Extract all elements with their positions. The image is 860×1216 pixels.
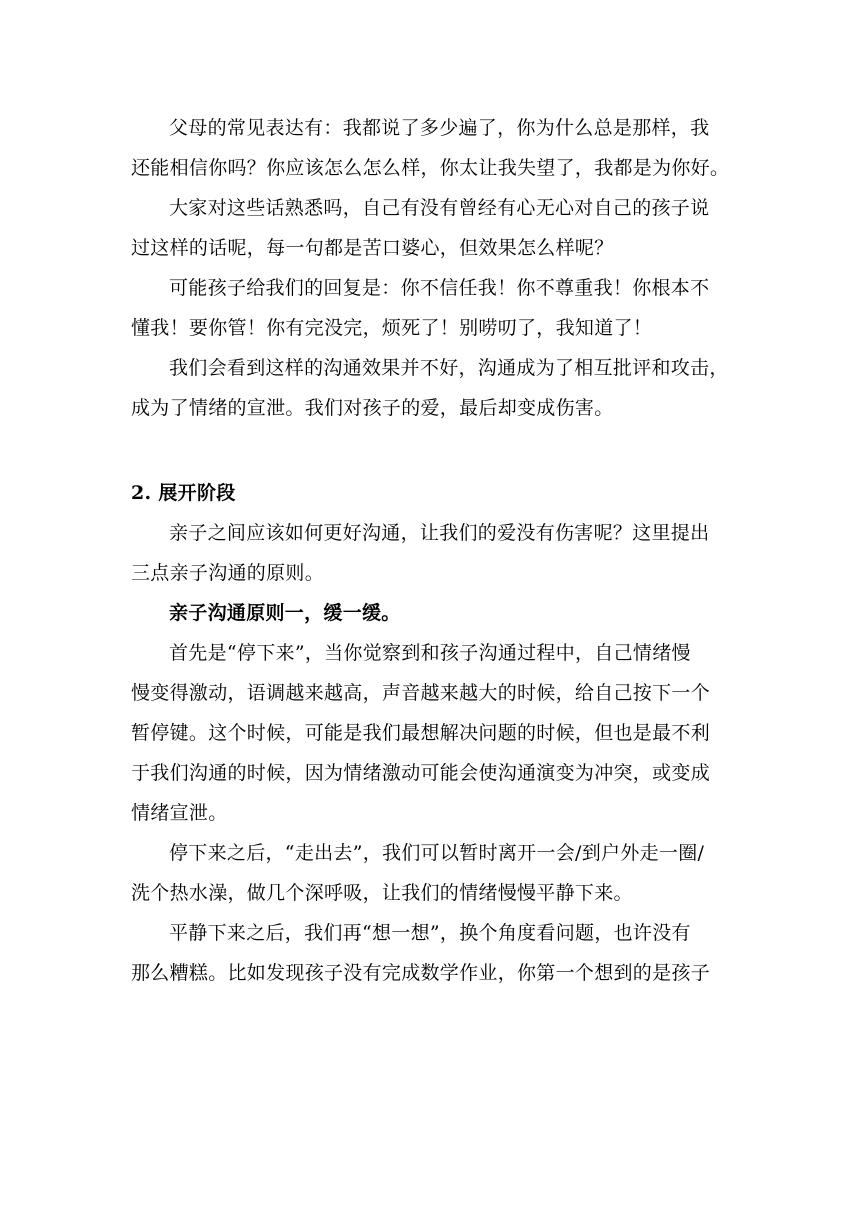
text-line: 平静下来之后，我们再“想一想”，换个角度看问题，也许没有 [169, 922, 691, 944]
text-line: 父母的常见表达有：我都说了多少遍了，你为什么总是那样，我 [169, 117, 710, 139]
text-line: 慢变得激动，语调越来越高，声音越来越大的时候，给自己按下一个 [131, 682, 711, 704]
document-page [131, 108, 741, 993]
paragraph [131, 913, 741, 993]
text-line: 暂停键。这个时候，可能是我们最想解决问题的时候，但也是最不利 [131, 722, 711, 744]
text-line: 成为了情绪的宣泄。我们对孩子的爱，最后却变成伤害。 [131, 397, 614, 419]
paragraph [131, 633, 741, 833]
section-heading: 2. 展开阶段 [131, 482, 236, 504]
text-line: 大家对这些话熟悉吗，自己有没有曾经有心无心对自己的孩子说 [169, 197, 710, 219]
text-line: 三点亲子沟通的原则。 [131, 562, 325, 584]
text-line: 亲子之间应该如何更好沟通，让我们的爱没有伤害呢？这里提出 [169, 522, 710, 544]
paragraph [131, 108, 741, 188]
text-line: 我们会看到这样的沟通效果并不好，沟通成为了相互批评和攻击， [169, 357, 729, 379]
paragraph [131, 833, 741, 913]
text-line: 停下来之后，“走出去”，我们可以暂时离开一会/到户外走一圈/ [169, 842, 705, 864]
paragraph [131, 188, 741, 268]
text-line: 懂我！要你管！你有完没完，烦死了！别唠叨了，我知道了！ [131, 317, 653, 339]
paragraph [131, 348, 741, 428]
text-line: 于我们沟通的时候，因为情绪激动可能会使沟通演变为冲突，或变成 [131, 762, 711, 784]
paragraph [131, 513, 741, 593]
text-line: 还能相信你吗？你应该怎么怎么样，你太让我失望了，我都是为你好。 [131, 157, 730, 179]
paragraph [131, 268, 741, 348]
text-line: 那么糟糕。比如发现孩子没有完成数学作业，你第一个想到的是孩子 [131, 962, 711, 984]
principle-heading: 亲子沟通原则一，缓一缓。 [169, 602, 401, 624]
text-line: 可能孩子给我们的回复是：你不信任我！你不尊重我！你根本不 [169, 277, 710, 299]
text-line: 过这样的话呢，每一句都是苦口婆心，但效果怎么样呢？ [131, 237, 614, 259]
text-line: 情绪宣泄。 [131, 802, 228, 824]
text-line: 洗个热水澡，做几个深呼吸，让我们的情绪慢慢平静下来。 [131, 882, 633, 904]
text-line: 首先是“停下来”，当你觉察到和孩子沟通过程中，自己情绪慢 [169, 642, 691, 664]
